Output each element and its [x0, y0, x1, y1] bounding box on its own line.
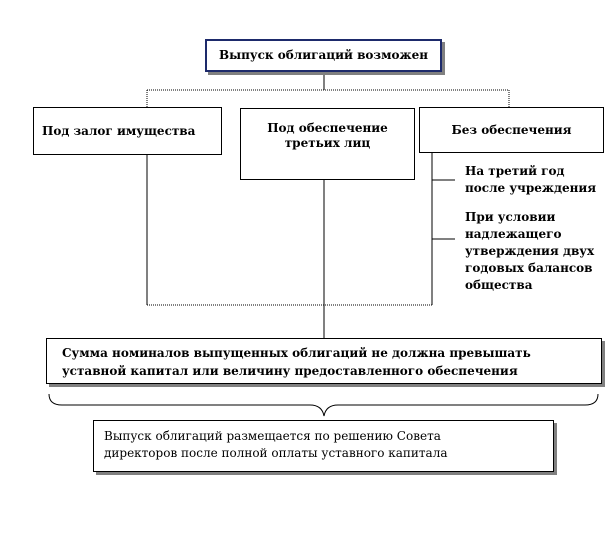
third-party-label-line1: Под обеспечение	[267, 121, 388, 135]
third-party-box	[240, 108, 415, 180]
brace	[49, 394, 598, 416]
placement-line2: директоров после полной оплаты уставного капитала	[104, 446, 448, 460]
placement-line1: Выпуск облигаций размещается по решению Совета	[104, 429, 441, 443]
condition-balances	[465, 209, 610, 294]
placement-box	[93, 420, 554, 472]
nominal-sum-line1: Сумма номиналов выпущенных облигаций не должна превышать	[62, 346, 531, 360]
no-security-box	[419, 107, 604, 153]
third-party-label-line2: третьих лиц	[284, 136, 371, 150]
condition-balances-line4: годовых балансов	[465, 261, 593, 275]
condition-balances-line3: утверждения двух	[465, 244, 595, 258]
condition-third-year	[465, 163, 610, 197]
condition-balances-line5: общества	[465, 278, 533, 292]
bonds-issue-label: Выпуск облигаций возможен	[218, 48, 429, 62]
condition-balances-line1: При условии	[465, 210, 556, 224]
pledge-box	[33, 107, 222, 155]
bonds-issue-box	[205, 39, 442, 72]
condition-third-year-line2: после учреждения	[465, 181, 597, 195]
no-security-label: Без обеспечения	[451, 122, 572, 137]
nominal-sum-line2: уставной капитал или величину предоставленного обеспечения	[62, 364, 518, 378]
condition-third-year-line1: На третий год	[465, 164, 565, 178]
condition-balances-line2: надлежащего	[465, 227, 562, 241]
nominal-sum-box	[46, 338, 602, 384]
pledge-label: Под залог имущества	[42, 123, 196, 138]
